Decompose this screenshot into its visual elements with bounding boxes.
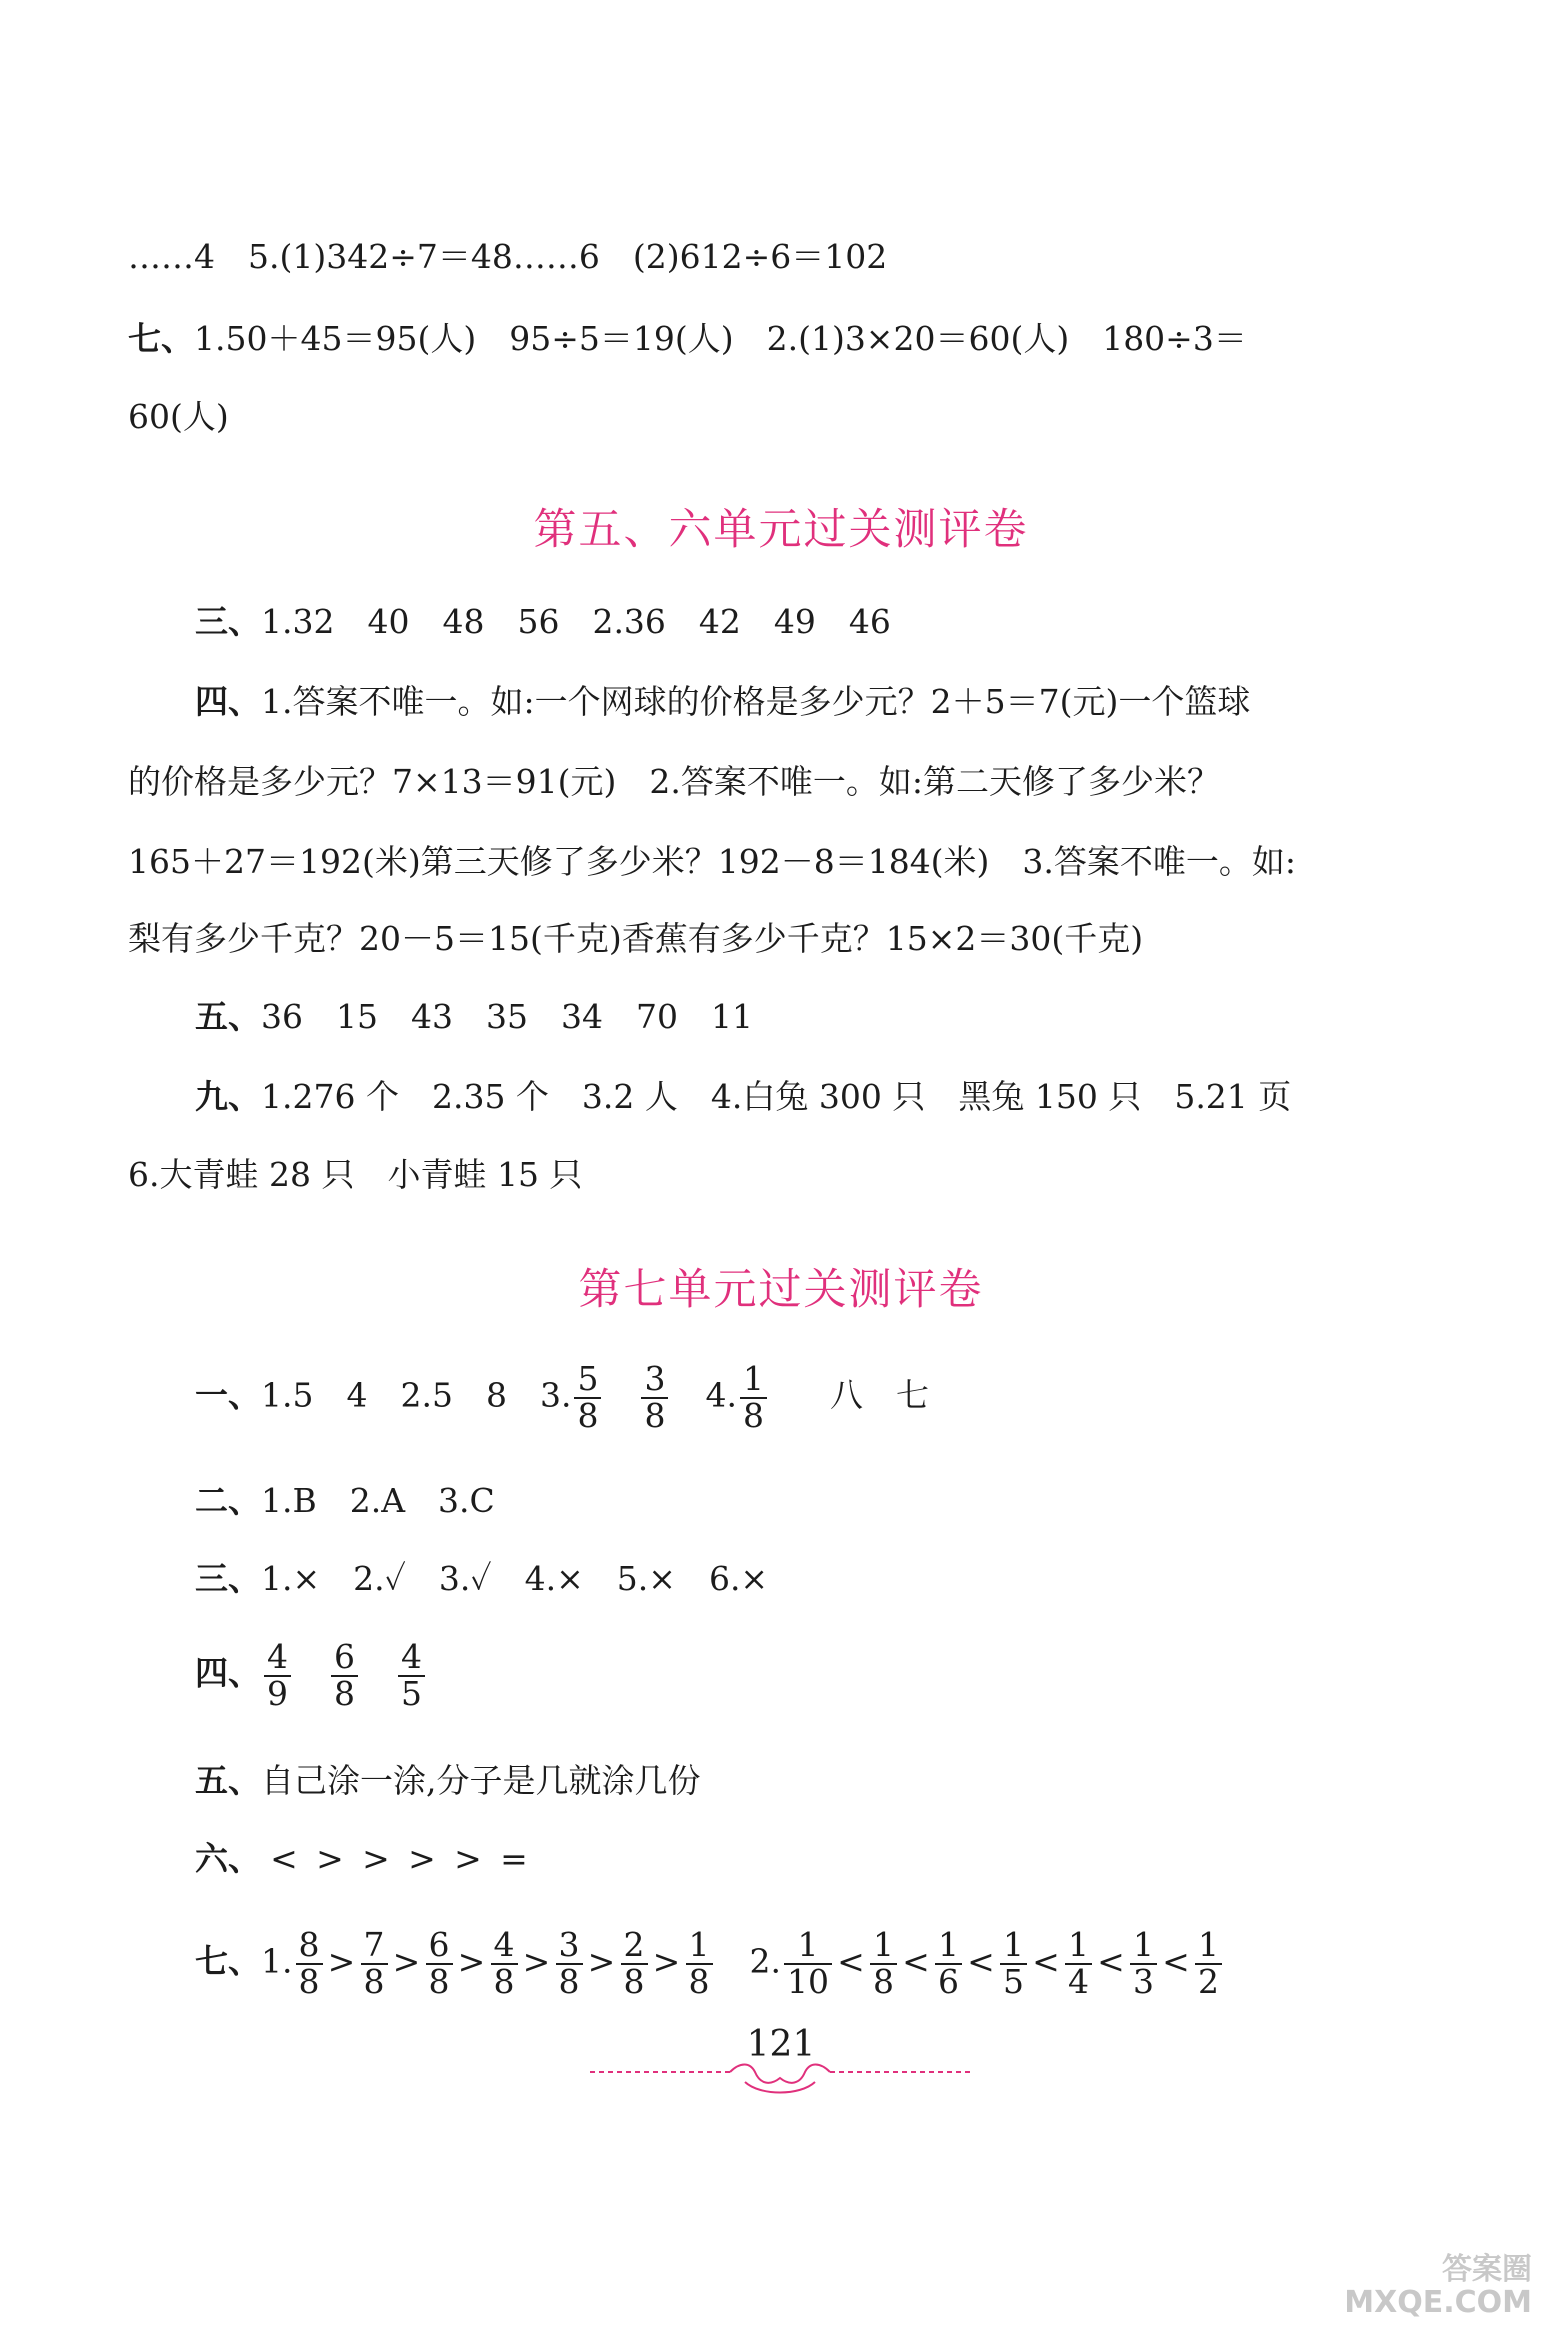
s1-jiu-2: 6.大青蛙 28 只 小青蛙 15 只 (128, 1155, 583, 1194)
s1-jiu-1: 九、1.276 个 2.35 个 3.2 人 4.白兔 300 只 黑兔 150 只 5.21 页 (195, 1077, 1292, 1116)
compare-symbol: > (362, 1839, 390, 1878)
fraction: $\frac{3}{8}$ (556, 1928, 583, 1999)
compare-symbol: < (967, 1941, 995, 1981)
fraction: $\frac{1}{6}$ (935, 1928, 962, 1999)
compare-symbol: = (500, 1839, 528, 1878)
fraction: $\frac{4}{9}$ (264, 1640, 291, 1711)
answer-line-3: 60(人) (128, 397, 229, 436)
section-title-7: 第七单元过关测评卷 (578, 1265, 984, 1315)
fraction: $\frac{1}{3}$ (1130, 1928, 1157, 1999)
fraction: $\frac{1}{8}$ (870, 1928, 897, 1999)
page-number: 121 (746, 2024, 816, 2065)
fraction: $\frac{8}{8}$ (296, 1928, 323, 1999)
compare-symbol: < (1032, 1941, 1060, 1981)
compare-symbol: < (1162, 1941, 1190, 1981)
fraction: $\frac{4}{5}$ (398, 1640, 425, 1711)
s2-si: 四、 $\frac{4}{9}$ $\frac{6}{8}$ $\frac{4}{5}$ (195, 1640, 428, 1711)
fraction: $\frac{3}{8}$ (641, 1362, 668, 1433)
fraction: $\frac{7}{8}$ (361, 1928, 388, 1999)
fraction: $\frac{1}{2}$ (1195, 1928, 1222, 1999)
s1-si-1: 四、1.答案不唯一。如:一个网球的价格是多少元？2＋5＝7(元)一个篮球 (195, 682, 1251, 721)
s2-yi: 一、1.5 4 2.5 8 3. $\frac{5}{8}$ $\frac{3}{8}$ 4. $\frac{1}{8}$ 八 七 (195, 1359, 929, 1435)
fraction-sequence-1 (293, 1925, 716, 2001)
compare-symbol: > (457, 1941, 486, 1981)
fraction: $\frac{1}{8}$ (686, 1928, 713, 1999)
s1-wu: 五、36 15 43 35 34 70 11 (195, 997, 753, 1036)
fraction: $\frac{1}{8}$ (740, 1362, 767, 1433)
answer-line-2: 七、1.50＋45＝95(人) 95÷5＝19(人) 2.(1)3×20＝60(人) 180÷3＝ (128, 319, 1247, 358)
fraction: $\frac{4}{8}$ (491, 1928, 518, 1999)
s1-si-4: 梨有多少千克？20－5＝15(千克)香蕉有多少千克？15×2＝30(千克) (128, 919, 1144, 958)
fraction: $\frac{1}{10}$ (784, 1928, 832, 1999)
fraction: $\frac{6}{8}$ (426, 1928, 453, 1999)
s1-san: 三、1.32 40 48 56 2.36 42 49 46 (195, 602, 891, 641)
s1-si-2: 的价格是多少元？7×13＝91(元) 2.答案不唯一。如:第二天修了多少米？ (128, 762, 1220, 801)
section-label: 七、 (128, 319, 194, 358)
compare-symbol: < (270, 1839, 298, 1878)
compare-symbol: > (316, 1839, 344, 1878)
compare-symbol: > (392, 1941, 421, 1981)
compare-symbol: < (902, 1941, 930, 1981)
fraction: $\frac{2}{8}$ (621, 1928, 648, 1999)
fraction: $\frac{6}{8}$ (331, 1640, 358, 1711)
s2-er: 二、1.B 2.A 3.C (195, 1481, 495, 1520)
compare-symbol: > (454, 1839, 482, 1878)
compare-symbol: > (652, 1941, 681, 1981)
compare-symbol: < (837, 1941, 865, 1981)
s2-san: 三、1.× 2.✓ 3.✓ 4.× 5.× 6.× (195, 1559, 769, 1598)
fraction: $\frac{1}{5}$ (1000, 1928, 1027, 1999)
compare-symbol: > (522, 1941, 551, 1981)
compare-symbol: > (408, 1839, 436, 1878)
compare-symbol: < (1097, 1941, 1125, 1981)
watermark: 答案圈 MXQE.COM (1344, 2252, 1532, 2320)
fraction: $\frac{5}{8}$ (574, 1362, 601, 1433)
compare-symbol: > (327, 1941, 356, 1981)
s2-qi: 七、1. $\frac{8}{8}$ > $\frac{7}{8}$ > $\frac{6}{8}$ > $\frac{4}{8}$ > $\frac{3}{8}$ > $\frac{2}{8}$ > $\frac{1}{8}$ 2. $\frac{1}{10}$ < $\frac{1}{8}$ < $\frac{1}{6}$ < $\frac{1}{5}$ < $\frac{1}{4}$ < $\frac{1}{3}$ < $\frac{1}{2}$ (195, 1928, 1225, 1999)
s2-wu: 五、自己涂一涂,分子是几就涂几份 (195, 1761, 701, 1800)
fraction-sequence-2 (781, 1925, 1225, 2001)
s2-liu: 六、 < > > > > = (195, 1842, 537, 1875)
s1-si-3: 165＋27＝192(米)第三天修了多少米？192－8＝184(米) 3.答案不唯一。如: (128, 842, 1297, 881)
page-number-ornament (590, 2060, 970, 2104)
section-title-5-6: 第五、六单元过关测评卷 (533, 505, 1029, 555)
compare-symbol: > (587, 1941, 616, 1981)
fraction: $\frac{1}{4}$ (1065, 1928, 1092, 1999)
answer-line-1: ……4 5.(1)342÷7＝48……6 (2)612÷6＝102 (128, 237, 888, 276)
